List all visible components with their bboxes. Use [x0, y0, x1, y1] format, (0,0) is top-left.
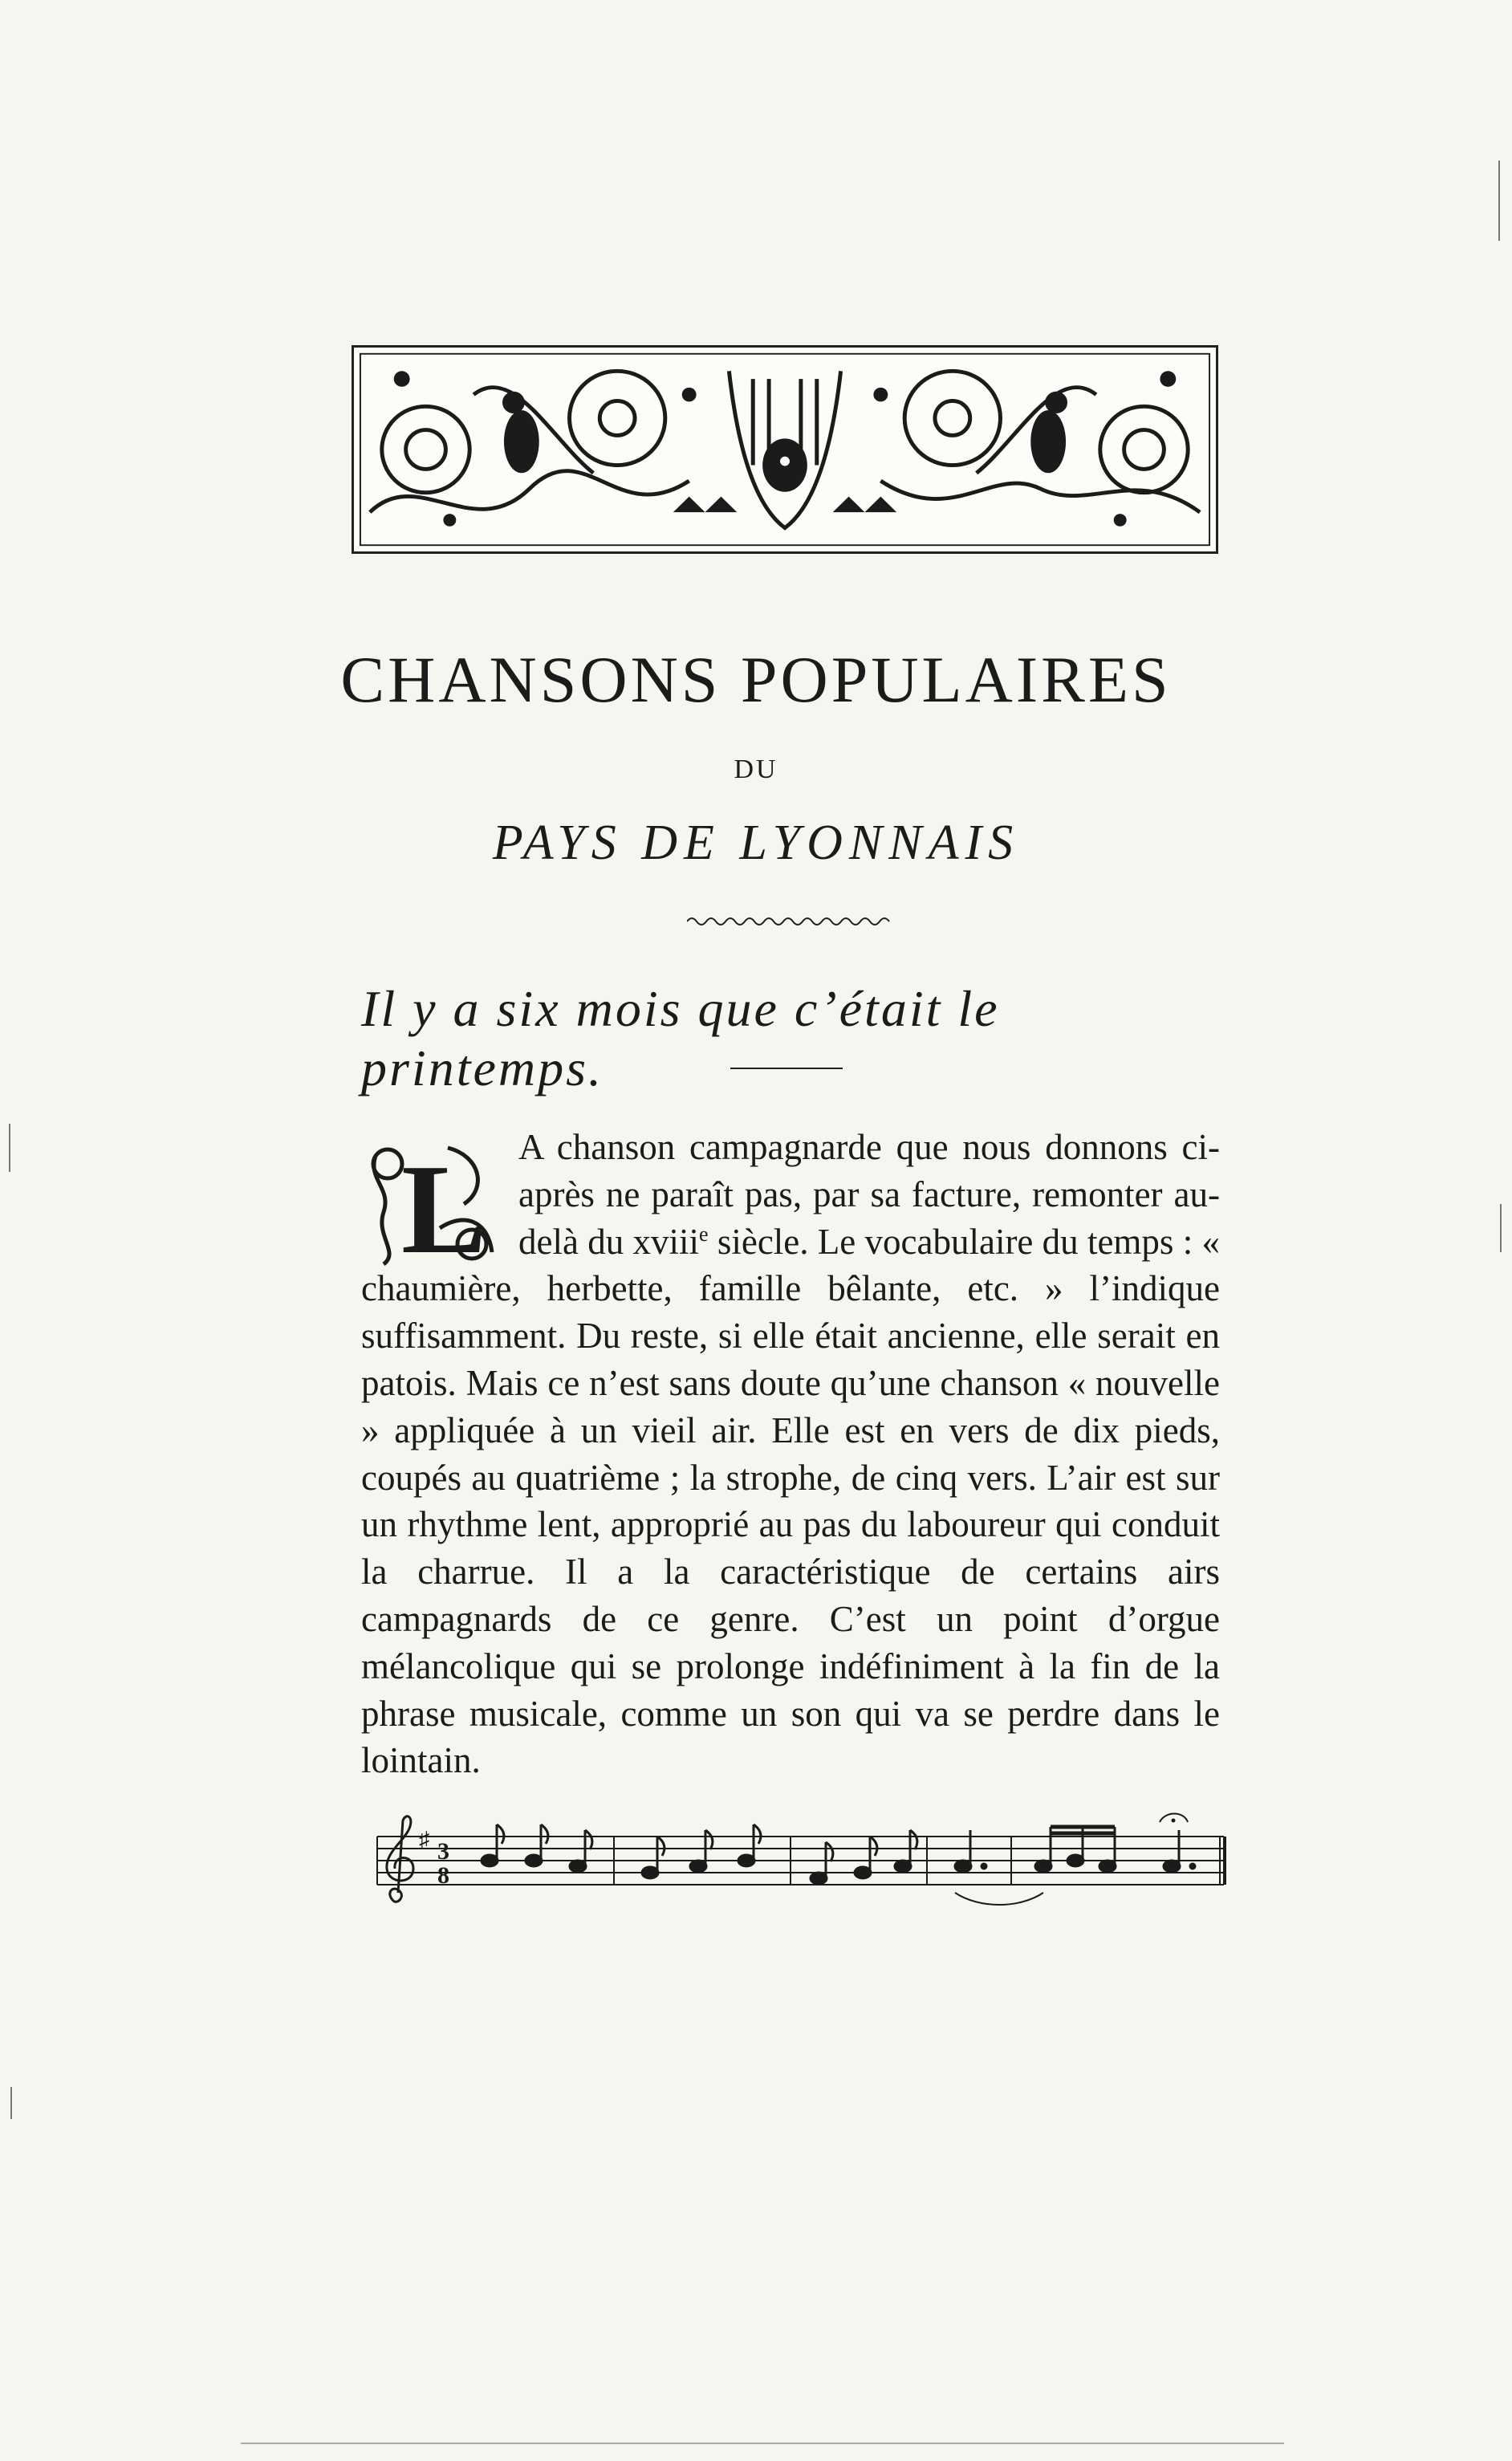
short-rule: [730, 1068, 843, 1069]
paragraph-text-rest: siècle. Le vocabulaire du temps : « chaumière, herbette, famille bêlante, etc. » l’indique suffisamment. Du reste, si elle était ancienne, elle serait en patois. Mais ce n’est sans doute qu’une chanson « nouvelle » appliquée à un vieil air. Elle est en vers de dix pieds, coupés au quatrième ; la strophe, de cinq vers. L’air est sur un rhythme lent, approprié au pas du laboureur qui conduit la charrue. Il a la caractéristique de certains airs campagnards de ce genre. C’est un point d’orgue mélancolique qui se prolonge indéfiniment à la fin de la phrase musicale, comme un son qui va se perdre dans le lointain.: [361, 1221, 1220, 1781]
ornament-scrollwork-icon: [354, 348, 1216, 551]
dropcap-text: L: [401, 1137, 487, 1268]
time-signature-top: 3: [437, 1838, 449, 1865]
title-connector: DU: [734, 755, 778, 784]
wavy-divider: [687, 912, 896, 928]
svg-text:♯: ♯: [419, 1828, 429, 1851]
paragraph-superscript: e: [699, 1222, 709, 1246]
ornament-headpiece: [352, 345, 1218, 554]
music-staff: [369, 1804, 1228, 1917]
paragraph-text-start: A chanson campagnarde que nous donnons ci-après ne paraît pas, par sa facture, remonter au-delà du xviii: [518, 1127, 1220, 1262]
page-title: CHANSONS POPULAIRES: [340, 643, 1172, 716]
intro-paragraph: [361, 1124, 1220, 1784]
page-subtitle: PAYS DE LYONNAIS: [492, 816, 1020, 870]
song-title: Il y a six mois que c’était le printemps.: [361, 980, 1000, 1096]
music-notation-icon: [369, 1804, 1228, 1917]
time-signature-bottom: 8: [437, 1862, 449, 1889]
